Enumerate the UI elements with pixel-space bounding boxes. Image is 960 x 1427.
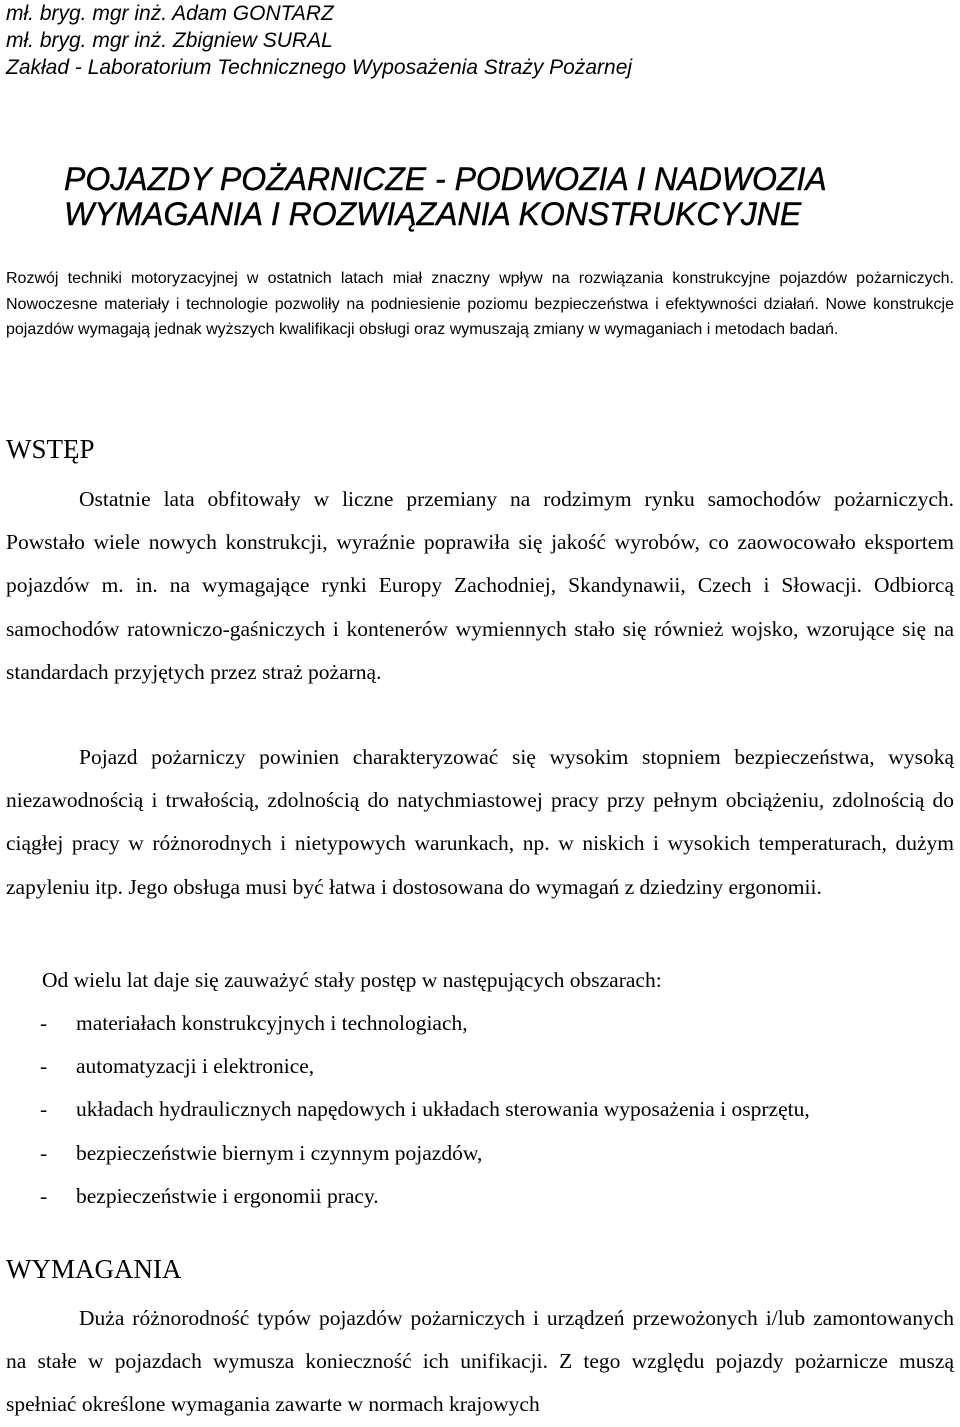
- intro-paragraph-2: Pojazd pożarniczy powinien charakteryzować się wysokim stopniem bezpieczeństwa, wysoką niezawodnością i trwałością, zdolnością do natychmiastowej pracy przy pełnym obciążeniu, zdolnością do ciągłej pracy w różnorodnych i nietypowych warunkach, np. w niskich i wysokich temperaturach, dużym zapyleniu itp. Jego obsługa musi być łatwa i dostosowana do wymagań z dziedziny ergonomii.: [6, 745, 954, 899]
- list-item: [6, 1045, 954, 1088]
- title-line-2: WYMAGANIA I ROZWIĄZANIA KONSTRUKCYJNE: [64, 196, 802, 232]
- organization: Zakład - Laboratorium Technicznego Wyposażenia Straży Pożarnej: [6, 56, 633, 79]
- list-item-text: bezpieczeństwie i ergonomii pracy.: [76, 1183, 379, 1208]
- list-item: [6, 1088, 954, 1131]
- list-intro: Od wielu lat daje się zauważyć stały postęp w następujących obszarach:: [42, 968, 662, 992]
- author-2: mł. bryg. mgr inż. Zbigniew SURAL: [6, 29, 333, 52]
- list-item-text: materiałach konstrukcyjnych i technologiach,: [76, 1011, 468, 1035]
- list-marker: -: [40, 1140, 48, 1165]
- author-1: mł. bryg. mgr inż. Adam GONTARZ: [6, 2, 334, 25]
- intro-paragraph-1: Ostatnie lata obfitowały w liczne przemiany na rodzimym rynku samochodów pożarniczych. Powstało wiele nowych konstrukcji, wyraźnie poprawiła się jakość wyrobów, co zaowocowało eksportem pojazdów m. in. na wymagające rynki Europy Zachodniej, Skandynawii, Czech i Słowacji. Odbiorcą samochodów ratowniczo-gaśniczych i kontenerów wymiennych stało się również wojsko, wzorujące się na standardach przyjętych przez straż pożarną.: [6, 487, 954, 684]
- list-marker: -: [40, 1054, 48, 1079]
- list-item-text: układach hydraulicznych napędowych i układach sterowania wyposażenia i osprzętu,: [76, 1097, 810, 1122]
- list-item: [6, 1002, 954, 1045]
- list-item: [6, 1175, 954, 1218]
- list-marker: -: [40, 1183, 48, 1208]
- requirements-paragraph-1: Duża różnorodność typów pojazdów pożarniczych i urządzeń przewożonych i/lub zamontowanych na stałe w pojazdach wymusza konieczność ich unifikacji. Z tego względu pojazdy pożarnicze muszą spełniać określone wymagania zawarte w normach krajowych: [6, 1306, 954, 1417]
- list-marker: -: [40, 1097, 48, 1122]
- list-marker: -: [40, 1011, 48, 1035]
- list-item-text: bezpieczeństwie biernym i czynnym pojazdów,: [76, 1140, 483, 1165]
- author-block: [6, 0, 632, 81]
- list-item-text: automatyzacji i elektronice,: [76, 1054, 315, 1079]
- document-title: [64, 162, 827, 232]
- list-item: [6, 1132, 954, 1175]
- progress-areas-list: [6, 1002, 954, 1218]
- title-line-1: POJAZDY POŻARNICZE - PODWOZIA I NADWOZIA: [64, 161, 827, 197]
- section-heading-wstep: WSTĘP: [6, 434, 95, 464]
- section-heading-wymagania: WYMAGANIA: [6, 1254, 182, 1284]
- abstract: Rozwój techniki motoryzacyjnej w ostatnich latach miał znaczny wpływ na rozwiązania konstrukcyjne pojazdów pożarniczych. Nowoczesne materiały i technologie pozwoliły na podniesienie poziomu bezpieczeństwa i efektywności działań. Nowe konstrukcje pojazdów wymagają jednak wyższych kwalifikacji obsługi oraz wymuszają zmiany w wymaganiach i metodach badań.: [6, 270, 954, 338]
